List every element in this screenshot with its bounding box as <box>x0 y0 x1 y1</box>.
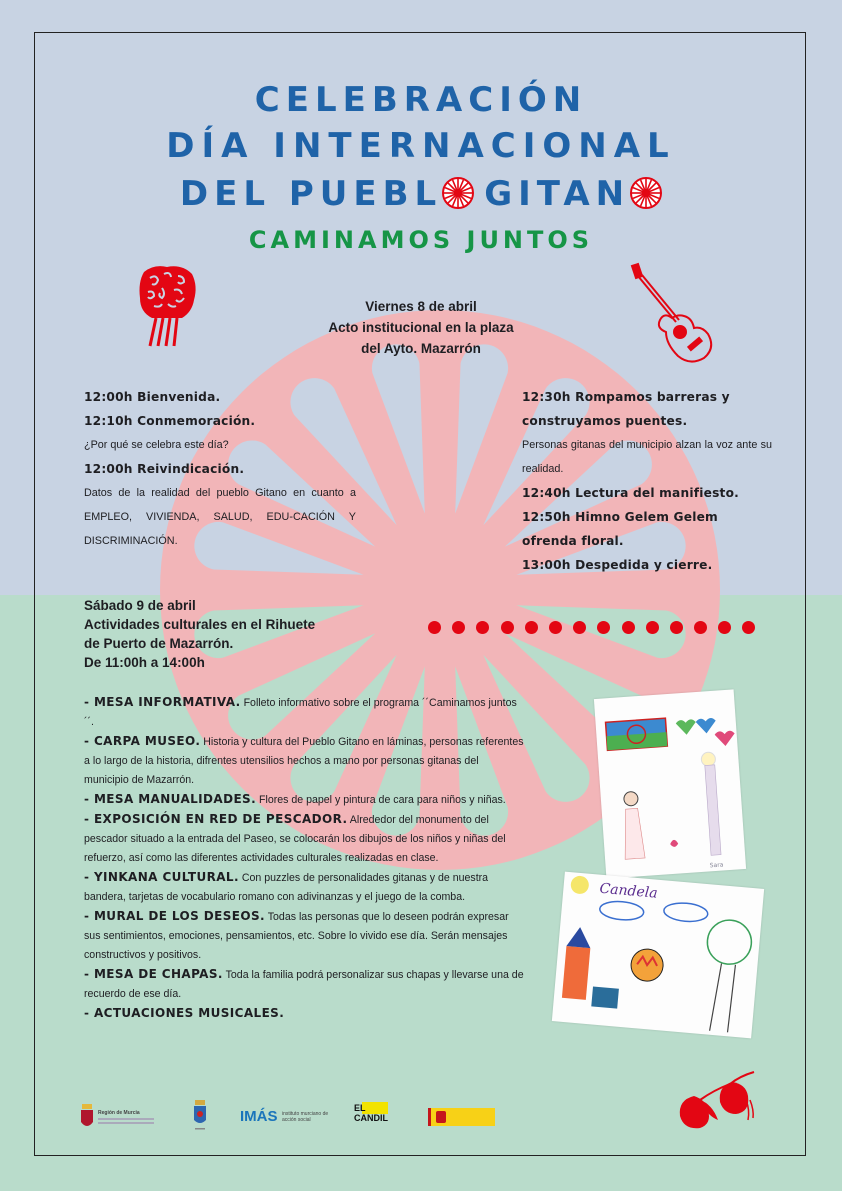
activity-item: - ACTUACIONES MUSICALES. <box>84 1006 285 1020</box>
red-dot-icon <box>670 621 683 634</box>
schedule-item: 13:00h Despedida y cierre. <box>522 558 713 572</box>
title-line-1: CELEBRACIÓN <box>254 80 588 120</box>
friday-schedule-right <box>522 385 772 577</box>
schedule-note: Datos de la realidad del pueblo Gitano en cuanto a EMPLEO, VIVIENDA, SALUD, EDU-CACIÓN Y DISCRIMINACIÓN. <box>84 487 356 547</box>
red-dot-icon <box>694 621 707 634</box>
schedule-item: 12:30h Rompamos barreras y construyamos puentes. <box>522 390 730 428</box>
saturday-event: Actividades culturales en el Rihuete <box>84 617 316 632</box>
red-dot-icon <box>742 621 755 634</box>
schedule-item: 12:40h Lectura del manifiesto. <box>522 486 739 500</box>
activity-item: - MESA DE CHAPAS. Toda la familia podrá personalizar sus chapas y llevarse una de recuerdo de ese día. <box>84 967 524 1000</box>
saturday-place: de Puerto de Mazarrón. <box>84 636 234 651</box>
sponsor-logos <box>80 1100 510 1136</box>
red-dot-icon <box>476 621 489 634</box>
friday-schedule-left <box>84 385 356 553</box>
red-dot-row <box>428 621 755 634</box>
el-candil-logo: EL CANDIL <box>354 1103 388 1123</box>
red-dot-icon <box>646 621 659 634</box>
schedule-item: 12:00h Bienvenida. <box>84 390 221 404</box>
child-drawing-flag-woman <box>594 689 746 878</box>
activity-item: - CARPA MUSEO. Historia y cultura del Pueblo Gitano en láminas, personas referentes a lo largo de la historia, difrentes utensilios hechos a mano por personas gitanas del municipio de Mazarrón. <box>84 734 524 786</box>
red-dot-icon <box>549 621 562 634</box>
red-dot-icon <box>428 621 441 634</box>
drawing-sun-wheel-icon <box>552 872 764 1039</box>
title-line-3: DEL PUEBL GITAN <box>0 174 842 214</box>
imas-logo: IMÁS instituto murciano de acción social <box>240 1108 329 1125</box>
red-dot-icon <box>452 621 465 634</box>
svg-text:Candela: Candela <box>598 880 659 902</box>
red-dot-icon <box>622 621 635 634</box>
friday-date: Viernes 8 de abril <box>365 299 477 314</box>
friday-place: del Ayto. Mazarrón <box>361 341 481 356</box>
region-de-murcia-logo: Región de Murcia <box>80 1100 160 1136</box>
ayuntamiento-mazarron-logo <box>192 1100 212 1136</box>
saturday-hours: De 11:00h a 14:00h <box>84 655 205 670</box>
schedule-note: ¿Por qué se celebra este día? <box>84 439 229 451</box>
activities-list <box>84 693 524 1024</box>
schedule-item: 12:50h Himno Gelem Gelem ofrenda floral. <box>522 510 718 548</box>
red-dot-icon <box>597 621 610 634</box>
gobierno-de-espana-logo <box>428 1100 496 1136</box>
schedule-note: Personas gitanas del municipio alzan la voz ante su realidad. <box>522 439 772 475</box>
red-dot-icon <box>525 621 538 634</box>
roma-wheel-icon <box>442 177 474 209</box>
activity-item: - YINKANA CULTURAL. Con puzzles de personalidades gitanas y de nuestra bandera, tarjetas de vocabulario romano con adivinanzas y el juego de la comba. <box>84 870 489 903</box>
red-dot-icon <box>501 621 514 634</box>
red-dot-icon <box>573 621 586 634</box>
child-drawing-sun-wheel <box>552 872 764 1039</box>
red-dot-icon <box>718 621 731 634</box>
schedule-item: 12:00h Reivindicación. <box>84 462 245 476</box>
schedule-item: 12:10h Conmemoración. <box>84 414 256 428</box>
saturday-date: Sábado 9 de abril <box>84 598 196 613</box>
activity-item: - MESA MANUALIDADES. Flores de papel y pintura de cara para niños y niñas. <box>84 792 506 806</box>
friday-header <box>0 296 842 359</box>
saturday-header <box>84 596 315 672</box>
drawing-flag-woman-icon <box>594 689 746 878</box>
subtitle: CAMINAMOS JUNTOS <box>248 226 594 254</box>
activity-item: - EXPOSICIÓN EN RED DE PESCADOR. Alrededor del monumento del pescador situado a la entrada del Paseo, se colocarán los dibujos de los niños y niñas del refuerzo, así como las diferentes actividades culturales realizadas en clase. <box>84 812 506 864</box>
title-line-2: DÍA INTERNACIONAL <box>166 126 676 166</box>
friday-event: Acto institucional en la plaza <box>328 320 514 335</box>
roma-wheel-icon <box>630 177 662 209</box>
castanets-icon <box>678 1060 758 1130</box>
svg-text:Sara: Sara <box>709 861 724 870</box>
activity-item: - MURAL DE LOS DESEOS. Todas las personas que lo deseen podrán expresar sus sentimientos, emociones, pensamientos, etc. Sobre lo vivido ese día. Serán mensajes constructivos y positivos. <box>84 909 509 961</box>
activity-item: - MESA INFORMATIVA. Folleto informativo sobre el programa ´´Caminamos juntos´´. <box>84 695 517 728</box>
